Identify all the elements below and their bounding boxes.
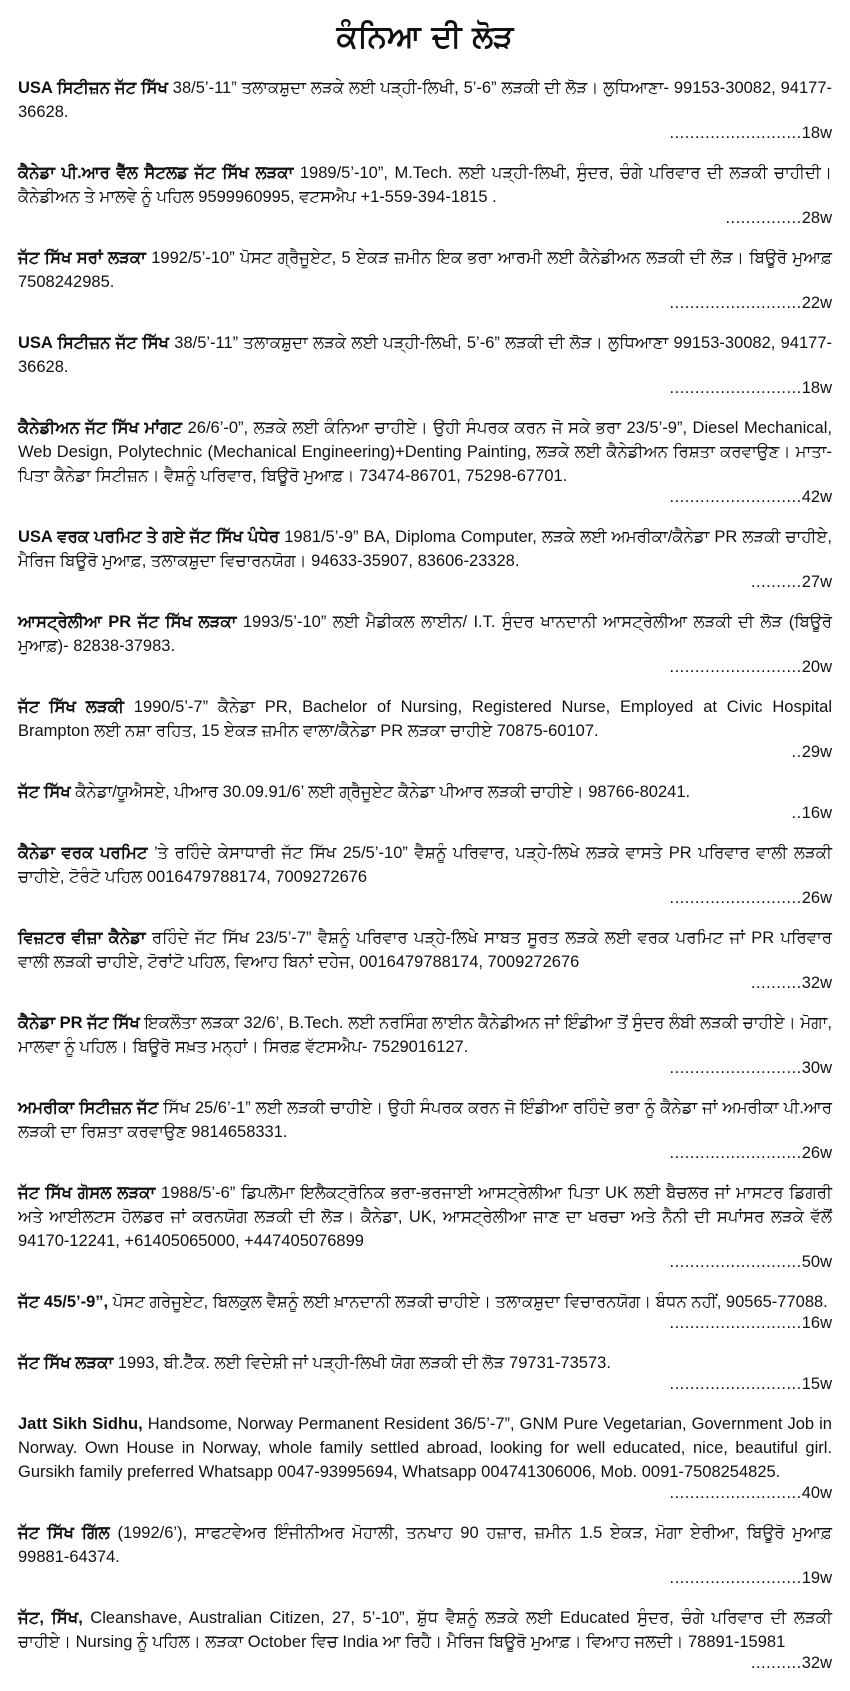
leader-dots: .......... bbox=[750, 974, 802, 992]
ad-heading: ਜੱਟ ਸਿੱਖ ਲੜਕਾ bbox=[18, 1354, 114, 1372]
ad-code-line bbox=[18, 1251, 832, 1273]
ad-code: 29w bbox=[801, 743, 832, 761]
leader-dots: .......................... bbox=[669, 889, 802, 907]
ad-body: 26/6’-0”, ਲੜਕੇ ਲਈ ਕੰਨਿਆ ਚਾਹੀਏ। ਉਹੀ ਸੰਪਰਕ ਕਰਨ ਜੋ ਸਕੇ ਭਰਾ 23/5’-9”, Diesel Mechanical, Web Design, Polytechnic (Mechanical Engineering)+Denting Painting, ਲੜਕੇ ਲਈ ਕੈਨੇਡੀਅਨ ਰਿਸ਼ਤਾ ਕਰਵਾਉਣ। ਮਾਤਾ-ਪਿਤਾ ਕੈਨੇਡਾ ਸਿਟੀਜ਼ਨ। ਵੈਸ਼ਨੂੰ ਪਰਿਵਾਰ, ਬਿਊਰੋ ਮੁਆਫ਼। 73474-86701, 75298-67701. bbox=[18, 419, 832, 485]
ad-code-line bbox=[18, 972, 832, 994]
ad-code-line bbox=[18, 1482, 832, 1504]
ad-body: ਰਹਿੰਦੇ ਜੱਟ ਸਿੱਖ 23/5’-7” ਵੈਸ਼ਨੂੰ ਪਰਿਵਾਰ ਪੜ੍ਹੇ-ਲਿਖੇ ਸਾਬਤ ਸੂਰਤ ਲੜਕੇ ਲਈ ਵਰਕ ਪਰਮਿਟ ਜਾਂ PR ਪਰਿਵਾਰ ਵਾਲੀ ਲੜਕੀ ਚਾਹੀਏ, ਟੋਰਾਂਟੋ ਪਹਿਲ, ਵਿਆਹ ਬਿਨਾਂ ਦਹੇਜ, 0016479788174, 7009272676 bbox=[18, 929, 832, 971]
ad-code-line bbox=[18, 1142, 832, 1164]
ad-code: 50w bbox=[801, 1253, 832, 1271]
ad-heading: ਵਿਜ਼ਟਰ ਵੀਜ਼ਾ ਕੈਨੇਡਾ bbox=[18, 929, 146, 947]
ad-code: 18w bbox=[801, 379, 832, 397]
list-item bbox=[18, 76, 832, 144]
list-item bbox=[18, 780, 832, 824]
ad-code-line bbox=[18, 1373, 832, 1395]
ad-heading: ਆਸਟ੍ਰੇਲੀਆ PR ਜੱਟ ਸਿੱਖ ਲੜਕਾ bbox=[18, 613, 237, 631]
ad-code: 28w bbox=[801, 209, 832, 227]
ad-text bbox=[18, 610, 832, 658]
ad-code: 16w bbox=[801, 1314, 832, 1332]
ad-code-line bbox=[18, 802, 832, 824]
ad-text bbox=[18, 1606, 832, 1654]
leader-dots: .......................... bbox=[669, 1375, 802, 1393]
list-item bbox=[18, 1606, 832, 1674]
leader-dots: .......................... bbox=[669, 1569, 802, 1587]
list-item bbox=[18, 926, 832, 994]
list-item bbox=[18, 1096, 832, 1164]
list-item bbox=[18, 525, 832, 593]
ad-body: ’ਤੇ ਰਹਿੰਦੇ ਕੇਸਾਧਾਰੀ ਜੱਟ ਸਿੱਖ 25/5’-10” ਵੈਸ਼ਨੂੰ ਪਰਿਵਾਰ, ਪੜ੍ਹੇ-ਲਿਖੇ ਲੜਕੇ ਵਾਸਤੇ PR ਪਰਿਵਾਰ ਵਾਲੀ ਲੜਕੀ ਚਾਹੀਏ, ਟੋਰੰਟੋ ਪਹਿਲ 0016479788174, 7009272676 bbox=[18, 844, 832, 886]
list-item bbox=[18, 1011, 832, 1079]
ad-text bbox=[18, 331, 832, 379]
page-title: ਕੰਨਿਆ ਦੀ ਲੋੜ bbox=[336, 19, 514, 55]
ad-code-line bbox=[18, 207, 832, 229]
list-item bbox=[18, 695, 832, 763]
ad-body: 1993/5’-10” ਲਈ ਮੈਡੀਕਲ ਲਾਈਨ/ I.T. ਸੁੰਦਰ ਖਾਨਦਾਨੀ ਆਸਟ੍ਰੇਲੀਆ ਲੜਕੀ ਦੀ ਲੋੜ (ਬਿਊਰੋ ਮੁਆਫ਼)- 82838-37983. bbox=[18, 613, 832, 655]
ad-code-line bbox=[18, 887, 832, 909]
ad-text bbox=[18, 1351, 832, 1375]
ad-heading: ਅਮਰੀਕਾ ਸਿਟੀਜ਼ਨ ਜੱਟ bbox=[18, 1099, 159, 1117]
leader-dots: .......................... bbox=[669, 294, 802, 312]
ad-text bbox=[18, 1096, 832, 1144]
ad-code: 15w bbox=[801, 1375, 832, 1393]
ad-body: (1992/6’), ਸਾਫਟਵੇਅਰ ਇੰਜੀਨੀਅਰ ਮੋਹਾਲੀ, ਤਨਖਾਹ 90 ਹਜ਼ਾਰ, ਜ਼ਮੀਨ 1.5 ਏਕੜ, ਮੋਗਾ ਏਰੀਆ, ਬਿਊਰੋ ਮੁਆਫ਼ 99881-64374. bbox=[18, 1524, 832, 1566]
ad-heading: ਜੱਟ ਸਿੱਖ ਗਿੱਲ bbox=[18, 1524, 110, 1542]
list-item bbox=[18, 1351, 832, 1395]
ad-code: 30w bbox=[801, 1059, 832, 1077]
leader-dots: .......................... bbox=[669, 488, 802, 506]
ad-code-line bbox=[18, 571, 832, 593]
ad-list bbox=[18, 76, 832, 1691]
ad-heading: USA ਸਿਟੀਜ਼ਨ ਜੱਟ ਸਿੱਖ bbox=[18, 334, 170, 352]
ad-body: ਪੋਸਟ ਗਰੇਜੂਏਟ, ਬਿਲਕੁਲ ਵੈਸ਼ਨੂੰ ਲਈ ਖ਼ਾਨਦਾਨੀ ਲੜਕੀ ਚਾਹੀਏ। ਤਲਾਕਸ਼ੁਦਾ ਵਿਚਾਰਨਯੋਗ। ਬੰਧਨ ਨਹੀਂ, 90565-77088. bbox=[108, 1293, 828, 1311]
list-item bbox=[18, 416, 832, 508]
ad-text bbox=[18, 926, 832, 974]
leader-dots: .......................... bbox=[669, 379, 802, 397]
leader-dots: .......................... bbox=[669, 658, 802, 676]
list-item bbox=[18, 610, 832, 678]
ad-code: 22w bbox=[801, 294, 832, 312]
ad-text bbox=[18, 416, 832, 488]
list-item bbox=[18, 841, 832, 909]
ad-code-line bbox=[18, 656, 832, 678]
ad-code: 32w bbox=[801, 974, 832, 992]
ad-body: 1993, ਬੀ.ਟੈੱਕ. ਲਈ ਵਿਦੇਸ਼ੀ ਜਾਂ ਪੜ੍ਹੀ-ਲਿਖੀ ਯੋਗ ਲੜਕੀ ਦੀ ਲੋੜ 79731-73573. bbox=[113, 1354, 611, 1372]
ad-body: 1992/5’-10” ਪੋਸਟ ਗ੍ਰੈਜੂਏਟ, 5 ਏਕੜ ਜ਼ਮੀਨ ਇਕ ਭਰਾ ਆਰਮੀ ਲਈ ਕੈਨੇਡੀਅਨ ਲੜਕੀ ਦੀ ਲੋੜ। ਬਿਊਰੋ ਮੁਆਫ਼ 7508242985. bbox=[18, 249, 832, 291]
ad-heading: Jatt Sikh Sidhu, bbox=[18, 1415, 143, 1433]
ad-heading: ਜੱਟ ਸਿੱਖ bbox=[18, 783, 71, 801]
ad-body: Handsome, Norway Permanent Resident 36/5’-7”, GNM Pure Vegetarian, Government Job in Norway. Own House in Norway, whole family settled abroad, looking for well educated, nice, beautiful girl. Gursikh family preferred Whatsapp 0047-93995694, Whatsapp 004741306006, Mob. 0091-7508254825. bbox=[18, 1415, 832, 1481]
ad-body: Cleanshave, Australian Citizen, 27, 5’-10”, ਸ਼ੁੱਧ ਵੈਸ਼ਨੂੰ ਲੜਕੇ ਲਈ Educated ਸੁੰਦਰ, ਚੰਗੇ ਪਰਿਵਾਰ ਦੀ ਲੜਕੀ ਚਾਹੀਏ। Nursing ਨੂੰ ਪਹਿਲ। ਲੜਕਾ October ਵਿਚ India ਆ ਰਿਹੈ। ਮੈਰਿਜ ਬਿਊਰੋ ਮੁਆਫ਼। ਵਿਆਹ ਜਲਦੀ। 78891-15981 bbox=[18, 1609, 832, 1651]
leader-dots: .......... bbox=[750, 573, 802, 591]
ad-heading: USA ਸਿਟੀਜ਼ਨ ਜੱਟ ਸਿੱਖ bbox=[18, 79, 168, 97]
ad-text bbox=[18, 1181, 832, 1253]
list-item bbox=[18, 246, 832, 314]
ad-text bbox=[18, 841, 832, 889]
ad-text bbox=[18, 1521, 832, 1569]
ad-body: 1981/5’-9” BA, Diploma Computer, ਲੜਕੇ ਲਈ ਅਮਰੀਕਾ/ਕੈਨੇਡਾ PR ਲੜਕੀ ਚਾਹੀਏ, ਮੈਰਿਜ ਬਿਊਰੋ ਮੁਆਫ਼, ਤਲਾਕਸ਼ੁਦਾ ਵਿਚਾਰਨਯੋਗ। 94633-35907, 83606-23328. bbox=[18, 528, 832, 570]
ad-code: 27w bbox=[801, 573, 832, 591]
ad-heading: ਜੱਟ ਸਿੱਖ ਗੋਸਲ ਲੜਕਾ bbox=[18, 1184, 156, 1202]
ad-text bbox=[18, 525, 832, 573]
list-item bbox=[18, 331, 832, 399]
ad-body: 38/5’-11” ਤਲਾਕਸ਼ੁਦਾ ਲੜਕੇ ਲਈ ਪੜ੍ਹੀ-ਲਿਖੀ, 5’-6” ਲੜਕੀ ਦੀ ਲੋੜ। ਲੁਧਿਆਣਾ 99153-30082, 94177-36628. bbox=[18, 334, 832, 376]
ad-text bbox=[18, 695, 832, 743]
leader-dots: .. bbox=[791, 804, 802, 822]
ad-body: 1990/5’-7” ਕੈਨੇਡਾ PR, Bachelor of Nursing, Registered Nurse, Employed at Civic Hospital Brampton ਲਈ ਨਸ਼ਾ ਰਹਿਤ, 15 ਏਕੜ ਜ਼ਮੀਨ ਵਾਲਾ/ਕੈਨੇਡਾ PR ਲੜਕਾ ਚਾਹੀਏ 70875-60107. bbox=[18, 698, 832, 740]
leader-dots: .......................... bbox=[669, 1484, 802, 1502]
leader-dots: .......................... bbox=[669, 124, 802, 142]
ad-code: 16w bbox=[801, 804, 832, 822]
ad-heading: ਜੱਟ ਸਿੱਖ ਸਰਾਂ ਲੜਕਾ bbox=[18, 249, 146, 267]
ad-code: 32w bbox=[801, 1654, 832, 1672]
ad-body: ਇਕਲੌਤਾ ਲੜਕਾ 32/6’, B.Tech. ਲਈ ਨਰਸਿੰਗ ਲਾਈਨ ਕੈਨੇਡੀਅਨ ਜਾਂ ਇੰਡੀਆ ਤੋਂ ਸੁੰਦਰ ਲੰਬੀ ਲੜਕੀ ਚਾਹੀਏ। ਮੋਗਾ, ਮਾਲਵਾ ਨੂੰ ਪਹਿਲ। ਬਿਊਰੋ ਸਖ਼ਤ ਮਨ੍ਹਾਂ। ਸਿਰਫ਼ ਵੱਟਸਐਪ- 7529016127. bbox=[18, 1014, 832, 1056]
ad-heading: ਜੱਟ, ਸਿੱਖ, bbox=[18, 1609, 83, 1627]
leader-dots: .......................... bbox=[669, 1253, 802, 1271]
leader-dots: ............... bbox=[725, 209, 802, 227]
ad-code-line bbox=[18, 1567, 832, 1589]
ad-body: 1988/5’-6” ਡਿਪਲੋਮਾ ਇਲੈਕਟ੍ਰੋਨਿਕ ਭਰਾ-ਭਰਜਾਈ ਆਸਟ੍ਰੇਲੀਆ ਪਿਤਾ UK ਲਈ ਬੈਚਲਰ ਜਾਂ ਮਾਸਟਰ ਡਿਗਰੀ ਅਤੇ ਆਈਲਟਸ ਹੋਲਡਰ ਜਾਂ ਕਰਨਯੋਗ ਲੜਕੀ ਦੀ ਲੋੜ। ਕੈਨੇਡਾ, UK, ਆਸਟ੍ਰੇਲੀਆ ਜਾਣ ਦਾ ਖਰਚਾ ਅਤੇ ਨੈਨੀ ਦੀ ਸਪਾਂਸਰ ਲੜਕੇ ਵੱਲੋਂ 94170-12241, +61405065000, +447405076899 bbox=[18, 1184, 832, 1250]
ad-text bbox=[18, 246, 832, 294]
ad-heading: ਕੈਨੇਡੀਅਨ ਜੱਟ ਸਿੱਖ ਮਾਂਗਟ bbox=[18, 419, 183, 437]
list-item bbox=[18, 1521, 832, 1589]
list-item bbox=[18, 161, 832, 229]
ad-body: ਸਿੱਖ 25/6’-1” ਲਈ ਲੜਕੀ ਚਾਹੀਏ। ਉਹੀ ਸੰਪਰਕ ਕਰਨ ਜੋ ਇੰਡੀਆ ਰਹਿੰਦੇ ਭਰਾ ਨੂੰ ਕੈਨੇਡਾ ਜਾਂ ਅਮਰੀਕਾ ਪੀ.ਆਰ ਲੜਕੀ ਦਾ ਰਿਸ਼ਤਾ ਕਰਵਾਉਣ 9814658331. bbox=[18, 1099, 832, 1141]
ad-heading: ਕੈਨੇਡਾ PR ਜੱਟ ਸਿੱਖ bbox=[18, 1014, 140, 1032]
ad-code-line bbox=[18, 292, 832, 314]
ad-code-line bbox=[18, 122, 832, 144]
ad-body: 1989/5’-10”, M.Tech. ਲਈ ਪੜ੍ਹੀ-ਲਿਖੀ, ਸੁੰਦਰ, ਚੰਗੇ ਪਰਿਵਾਰ ਦੀ ਲੜਕੀ ਚਾਹੀਦੀ। ਕੈਨੇਡੀਅਨ ਤੇ ਮਾਲਵੇ ਨੂੰ ਪਹਿਲ 9599960995, ਵਟਸਐਪ +1-559-394-1815 . bbox=[18, 164, 832, 206]
leader-dots: .. bbox=[791, 743, 802, 761]
ad-body: ਕੈਨੇਡਾ/ਯੂਐਸਏ, ਪੀਆਰ 30.09.91/6’ ਲਈ ਗ੍ਰੈਜੂਏਟ ਕੈਨੇਡਾ ਪੀਆਰ ਲੜਕੀ ਚਾਹੀਏ। 98766-80241. bbox=[70, 783, 691, 801]
ad-code: 18w bbox=[801, 124, 832, 142]
ad-heading: ਜੱਟ 45/5’-9”, bbox=[18, 1293, 109, 1311]
ad-text bbox=[18, 76, 832, 124]
leader-dots: .......... bbox=[750, 1654, 802, 1672]
ad-heading: ਕੈਨੇਡਾ ਵਰਕ ਪਰਮਿਟ bbox=[18, 844, 148, 862]
ad-heading: USA ਵਰਕ ਪਰਮਿਟ ਤੇ ਗਏ ਜੱਟ ਸਿੱਖ ਪੰਧੇਰ bbox=[18, 528, 280, 546]
list-item bbox=[18, 1290, 832, 1334]
leader-dots: .......................... bbox=[669, 1314, 802, 1332]
ad-text bbox=[18, 1412, 832, 1484]
ad-code-line bbox=[18, 486, 832, 508]
leader-dots: .......................... bbox=[669, 1059, 802, 1077]
ad-code-line bbox=[18, 1312, 832, 1334]
ad-code-line bbox=[18, 741, 832, 763]
ad-code: 26w bbox=[801, 889, 832, 907]
list-item bbox=[18, 1181, 832, 1273]
ad-code: 19w bbox=[801, 1569, 832, 1587]
ad-code: 42w bbox=[801, 488, 832, 506]
ad-heading: ਕੈਨੇਡਾ ਪੀ.ਆਰ ਵੈੱਲ ਸੈਟਲਡ ਜੱਟ ਸਿੱਖ ਲੜਕਾ bbox=[18, 164, 294, 182]
ad-text bbox=[18, 780, 832, 804]
ad-code: 26w bbox=[801, 1144, 832, 1162]
ad-text bbox=[18, 161, 832, 209]
ad-code-line bbox=[18, 1057, 832, 1079]
ad-code: 40w bbox=[801, 1484, 832, 1502]
list-item bbox=[18, 1412, 832, 1504]
ad-text bbox=[18, 1011, 832, 1059]
ad-heading: ਜੱਟ ਸਿੱਖ ਲੜਕੀ bbox=[18, 698, 124, 716]
ad-code: 20w bbox=[801, 658, 832, 676]
ad-code-line bbox=[18, 1652, 832, 1674]
leader-dots: .......................... bbox=[669, 1144, 802, 1162]
ad-body: 38/5’-11” ਤਲਾਕਸ਼ੁਦਾ ਲੜਕੇ ਲਈ ਪੜ੍ਹੀ-ਲਿਖੀ, 5’-6” ਲੜਕੀ ਦੀ ਲੋੜ। ਲੁਧਿਆਣਾ- 99153-30082, 94177-36628. bbox=[18, 79, 832, 121]
ad-text bbox=[18, 1290, 832, 1314]
ad-code-line bbox=[18, 377, 832, 399]
